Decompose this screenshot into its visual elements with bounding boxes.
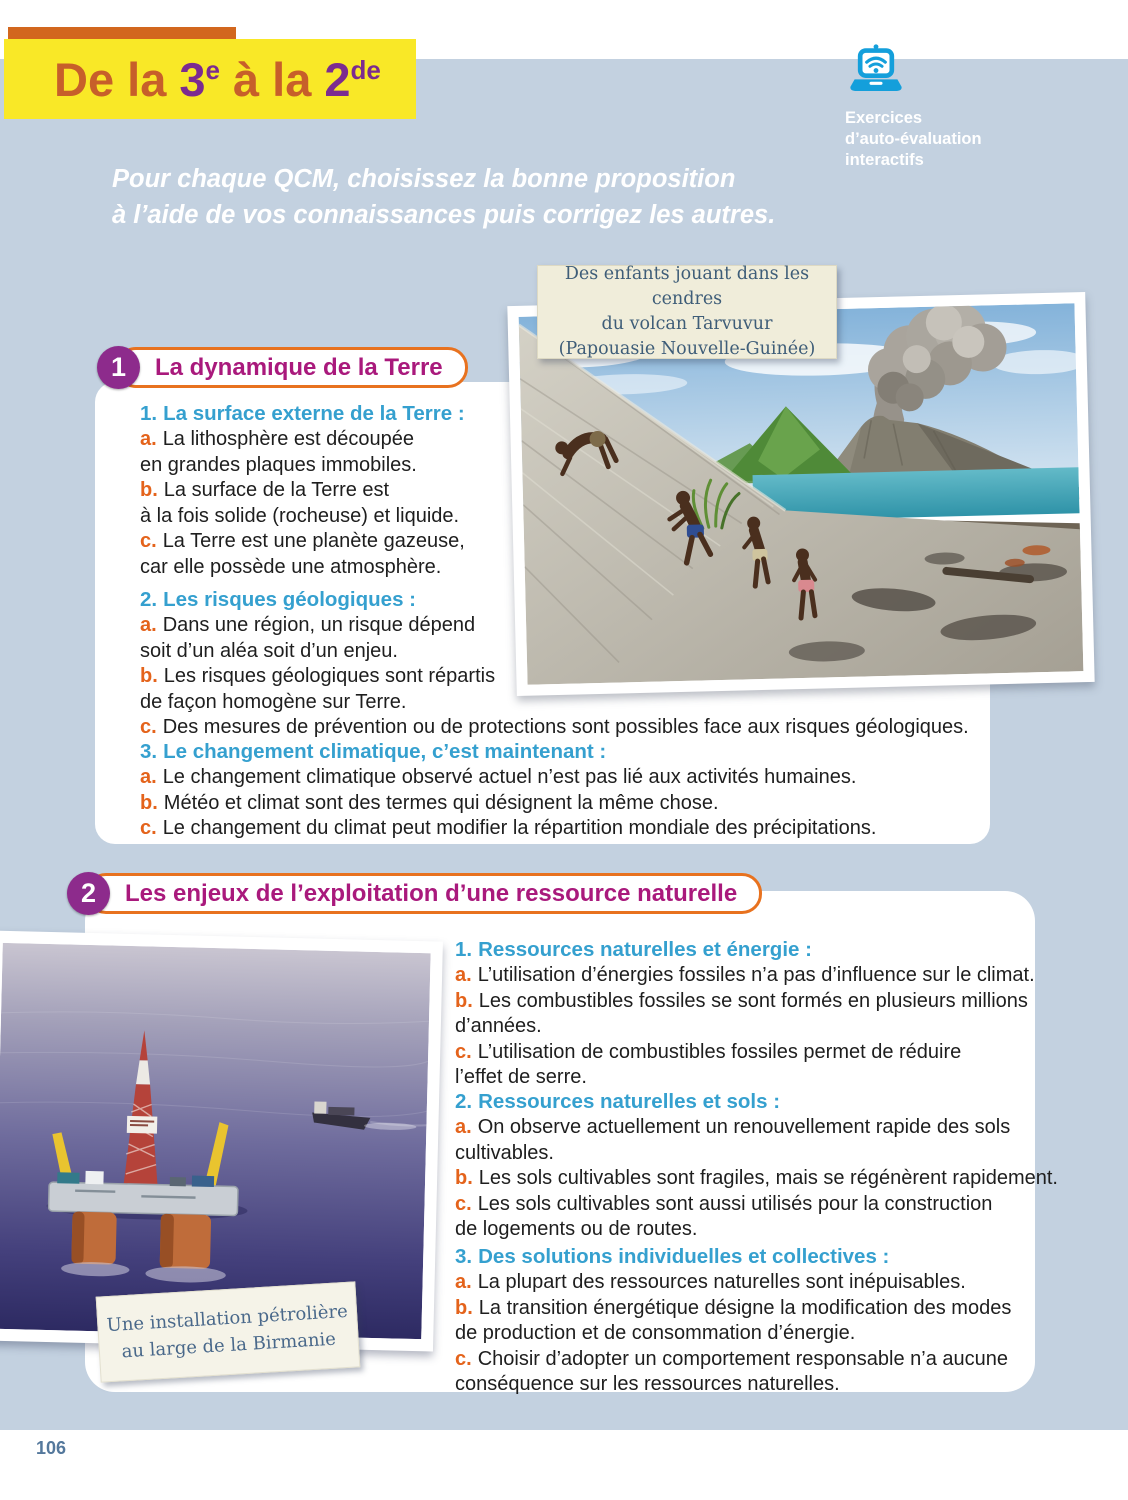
option-text: Les sols cultivables sont fragiles, mais se régénèrent rapidement. xyxy=(478,1167,1058,1189)
option-letter: c. xyxy=(455,1040,472,1063)
option-text: La transition énergétique désigne la modification des modes xyxy=(478,1296,1012,1319)
question-title-text: Ressources naturelles et sols : xyxy=(478,1090,781,1113)
section2-number-badge: 2 xyxy=(67,872,110,915)
option-text: L’utilisation d’énergies fossiles n’a pas d’influence sur le climat. xyxy=(477,964,1035,986)
banner-prefix: De la xyxy=(54,52,167,106)
option-letter: a. xyxy=(455,964,472,986)
banner-grade1-sup: e xyxy=(205,54,220,85)
option-line: à la fois solide (rocheuse) et liquide. xyxy=(140,504,460,527)
question-title xyxy=(455,936,1035,963)
option-line: de logements ou de routes. xyxy=(455,1218,698,1240)
question-title xyxy=(455,1243,1011,1270)
option-text: On observe actuellement un renouvellement rapide des sols xyxy=(477,1116,1011,1138)
question-block xyxy=(455,1088,1058,1243)
option-letter: a. xyxy=(455,1271,472,1293)
volcano-photo-caption xyxy=(537,265,837,359)
option-line xyxy=(140,613,969,639)
caption-line: Une installation pétrolière xyxy=(106,1300,349,1337)
question-title-text: Des solutions individuelles et collectives : xyxy=(478,1245,890,1268)
digital-resource-label xyxy=(845,108,1055,171)
question-block xyxy=(455,936,1035,1091)
intro-line: Pour chaque QCM, choisissez la bonne proposition xyxy=(112,165,736,193)
intro-instruction xyxy=(112,162,892,233)
page-number: 106 xyxy=(36,1438,67,1458)
question-title-text: La surface externe de la Terre : xyxy=(163,402,465,425)
option-line xyxy=(455,1192,1058,1218)
option-line xyxy=(455,1270,1011,1296)
option-text: Les risques géologiques sont répartis xyxy=(163,665,496,687)
digital-resource-badge xyxy=(845,44,1055,171)
option-text: Les combustibles fossiles se sont formés en plusieurs millions xyxy=(478,989,1028,1012)
option-letter: c. xyxy=(140,716,157,738)
banner-grade2-sup: de xyxy=(350,54,381,85)
option-line xyxy=(455,963,1035,989)
question-title-text: Le changement climatique, c’est maintenant : xyxy=(163,740,607,763)
option-letter: b. xyxy=(140,665,158,687)
intro-line: à l’aide de vos connaissances puis corrigez les autres. xyxy=(112,200,776,229)
option-line xyxy=(140,427,465,453)
option-letter: b. xyxy=(455,1296,473,1319)
caption-line: du volcan Tarvuvur xyxy=(601,314,773,334)
question-block xyxy=(140,738,876,842)
option-line xyxy=(140,791,876,817)
section1-number-badge: 1 xyxy=(97,346,140,389)
option-line xyxy=(140,816,876,842)
section2-title: Les enjeux de l’exploitation d’une ressource naturelle xyxy=(86,873,762,914)
section1-title: La dynamique de la Terre xyxy=(116,347,468,388)
digital-label-line: interactifs xyxy=(845,151,924,169)
option-letter: c. xyxy=(140,530,157,552)
question-title-text: Ressources naturelles et énergie : xyxy=(478,938,812,961)
option-line xyxy=(455,1296,1011,1322)
option-line xyxy=(140,765,876,791)
caption-line: au large de la Birmanie xyxy=(121,1328,337,1363)
option-line xyxy=(140,529,465,555)
question-block xyxy=(455,1243,1011,1398)
section2-header xyxy=(67,872,762,915)
question-title xyxy=(140,738,876,765)
option-line: de façon homogène sur Terre. xyxy=(140,690,407,713)
digital-label-line: d’auto-évaluation xyxy=(845,130,982,148)
option-line: car elle possède une atmosphère. xyxy=(140,555,442,578)
question-number: 1. xyxy=(140,402,158,425)
option-text: Le changement du climat peut modifier la répartition mondiale des précipitations. xyxy=(162,817,877,839)
option-text: Le changement climatique observé actuel n’est pas lié aux activités humaines. xyxy=(162,766,857,788)
option-text: La plupart des ressources naturelles sont inépuisables. xyxy=(477,1271,966,1293)
question-block xyxy=(140,586,969,741)
option-line xyxy=(455,989,1035,1015)
option-line xyxy=(455,1347,1011,1373)
option-letter: c. xyxy=(455,1347,472,1370)
banner-grade2: 2 xyxy=(324,52,351,106)
banner-grade1: 3 xyxy=(179,52,206,106)
option-text: Météo et climat sont des termes qui désignent la même chose. xyxy=(163,791,719,814)
option-line: d’années. xyxy=(455,1015,542,1037)
option-line: l’effet de serre. xyxy=(455,1066,587,1088)
option-letter: a. xyxy=(455,1116,472,1138)
oil-rig-photo-illustration xyxy=(0,943,431,1339)
header-orange-bar xyxy=(8,27,236,39)
caption-line: (Papouasie Nouvelle-Guinée) xyxy=(558,339,816,359)
caption-line: Des enfants jouant dans les cendres xyxy=(564,264,810,309)
banner-middle: à la xyxy=(232,52,312,106)
oil-rig-photo-caption xyxy=(96,1281,361,1382)
option-text: Les sols cultivables sont aussi utilisés pour la construction xyxy=(477,1192,993,1215)
digital-label-line: Exercices xyxy=(845,109,923,127)
option-text: Choisir d’adopter un comportement responsable n’a aucune xyxy=(477,1347,1009,1370)
option-text: La Terre est une planète gazeuse, xyxy=(162,530,465,552)
option-letter: c. xyxy=(455,1192,472,1215)
platform-deck xyxy=(48,1182,238,1216)
option-line: soit d’un aléa soit d’un enjeu. xyxy=(140,639,398,662)
option-text: La lithosphère est découpée xyxy=(162,428,414,450)
question-title-text: Les risques géologiques : xyxy=(163,588,416,611)
question-number: 2. xyxy=(455,1090,473,1113)
question-number: 2. xyxy=(140,588,158,611)
option-letter: c. xyxy=(140,817,157,839)
header-banner xyxy=(4,39,416,119)
option-line xyxy=(455,1166,1058,1192)
option-line xyxy=(140,715,969,741)
option-line: en grandes plaques immobiles. xyxy=(140,453,417,476)
option-line xyxy=(455,1040,1035,1066)
option-letter: a. xyxy=(140,614,157,636)
question-number: 1. xyxy=(455,938,473,961)
option-line xyxy=(455,1115,1058,1141)
option-letter: a. xyxy=(140,428,157,450)
option-text: Dans une région, un risque dépend xyxy=(162,614,476,636)
option-letter: b. xyxy=(140,479,158,501)
question-title xyxy=(455,1088,1058,1115)
banner-title xyxy=(54,52,381,107)
question-title xyxy=(140,400,465,427)
option-letter: b. xyxy=(455,989,473,1012)
option-line: cultivables. xyxy=(455,1141,554,1164)
option-line xyxy=(140,478,465,504)
option-line: conséquence sur les ressources naturelles. xyxy=(455,1373,840,1395)
question-number: 3. xyxy=(140,740,158,763)
option-text: Des mesures de prévention ou de protections sont possibles face aux risques géologiques. xyxy=(162,716,969,738)
option-text: La surface de la Terre est xyxy=(163,479,390,501)
question-block xyxy=(140,400,465,580)
section1-header xyxy=(97,346,468,389)
option-line xyxy=(140,664,969,690)
question-number: 3. xyxy=(455,1245,473,1268)
option-line: de production et de consommation d’énergie. xyxy=(455,1322,856,1344)
question-title xyxy=(140,586,969,613)
option-letter: a. xyxy=(140,766,157,788)
option-letter: b. xyxy=(140,791,158,814)
option-letter: b. xyxy=(455,1167,473,1189)
laptop-wifi-icon xyxy=(845,85,907,102)
option-text: L’utilisation de combustibles fossiles permet de réduire xyxy=(477,1040,962,1063)
